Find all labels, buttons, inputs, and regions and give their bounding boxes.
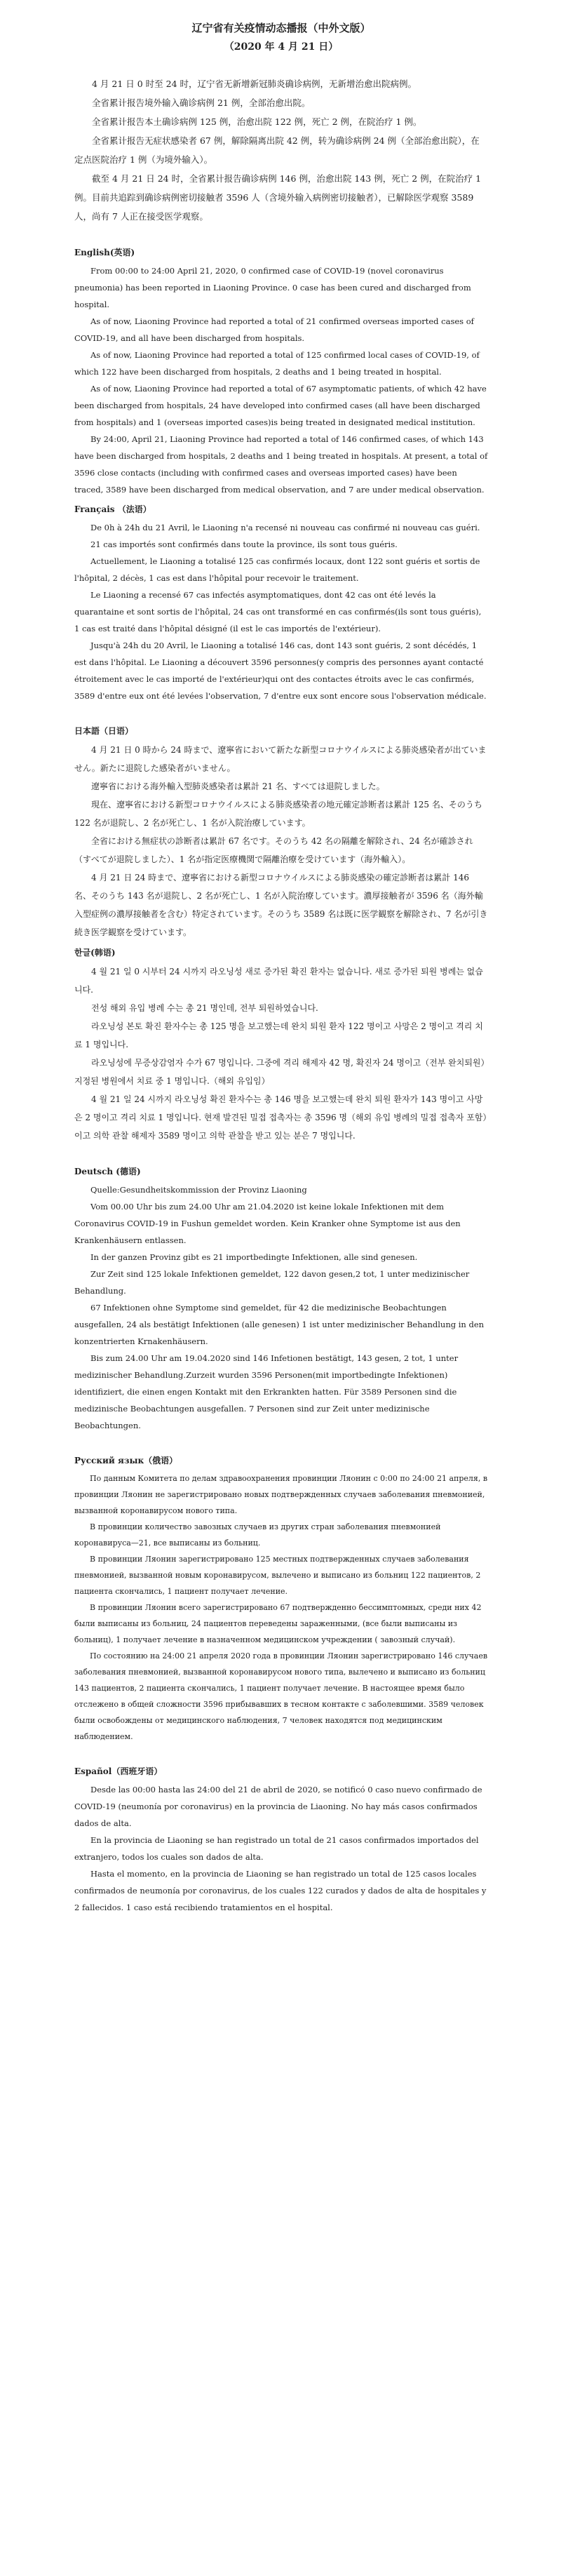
paragraph: From 00:00 to 24:00 April 21, 2020, 0 confirmed case of COVID-19 (novel coronavirus pneumonia) has been reported in Liaoning Province. 0 case has been cured and discharged from hospital. [74, 266, 471, 309]
paragraph: 全省累计报告无症状感染者 67 例，解除隔离出院 42 例，转为确诊病例 24 例（全部治愈出院），在定点医院治疗 1 例（为境外输入）。 [74, 135, 480, 165]
paragraph: По данным Комитета по делам здравоохранения провинции Ляонин с 0:00 по 24:00 21 апреля, в провинции Ляонин не зарегистрировано новых подтвержденных случаев заболевания пневмонией, вызванной коронавирусом нового типа. [74, 1474, 488, 1515]
paragraph: Desde las 00:00 hasta las 24:00 del 21 de abril de 2020, se notificó 0 caso nuevo confirmado de COVID-19 (neumonía por coronavirus) en la provincia de Liaoning. No hay más casos confirmados dados de alta. [74, 1785, 482, 1828]
paragraph: 4 月 21 日 24 時まで、遼寧省における新型コロナウイルスによる肺炎感染の確定診断者は累計 146 名、そのうち 143 名が退院し、2 名が死亡し、1 名が入院治療しています。濃厚接触者が 3596 名（海外輸入型症例の濃厚接触者を含む）特定されています。そのうち 3589 名は既に医学観察を解除され、7 名が引き続き医学観察を受けています。 [74, 873, 488, 937]
paragraph: По состоянию на 24:00 21 апреля 2020 года в провинции Ляонин зарегистрировано 146 случаев заболевания пневмонией, вызванной коронавирусом нового типа, вылечено и выписано из больниц 143 пациентов, 2 пациента скончались, 1 пациент получает лечение. В настоящее время было отслежено в общей сложности 3596 прибывавших в тесном контакте с заболевшими. 3589 человек были освобождены от медицинского наблюдения, 7 человек находятся под медицинским наблюдением. [74, 1651, 488, 1741]
paragraph: As of now, Liaoning Province had reported a total of 125 confirmed local cases of COVID-19, of which 122 have been discharged from hospitals, 2 deaths and 1 being treated in hospital. [74, 350, 480, 377]
paragraph: Jusqu'à 24h du 20 Avril, le Liaoning a totalisé 146 cas, dont 143 sont guéris, 2 sont décédés, 1 est dans l'hôpital. Le Liaoning a découvert 3596 personnes(y compris des personnes ayant contacté étroitement avec le cas importé de l'extérieur)qui ont des contactes étroits avec le cas confirmés, 3589 d'entre eux ont été levées l'observation, 7 d'entre eux sont encore sous l'observation médicale. [74, 640, 487, 701]
paragraph: В провинции Ляонин зарегистрировано 125 местных подтвержденных случаев заболевания пневмонией, вызванной новым коронавирусом, вылечено и выписано из больниц 122 пациентов, 2 пациента скончались, 1 пациент получает лечение. [74, 1555, 481, 1596]
paragraph: Bis zum 24.00 Uhr am 19.04.2020 sind 146 Infetionen bestätigt, 143 gesen, 2 tot, 1 unter medizinischer Behandlung.Zurzeit wurden 3596 Personen(mit importbedingte Infektionen) identifiziert, die einen engen Kontakt mit den Erkrankten hatten. Für 3589 Personen sind die medizinische Beobachtungen ausgefallen. 7 Personen sind zur Zeit unter medizinische Beobachtungen. [74, 1353, 459, 1430]
section-heading: 한글(韩语) [74, 948, 116, 958]
paragraph: Vom 00.00 Uhr bis zum 24.00 Uhr am 21.04.2020 ist keine lokale Infektionen mit dem Coronavirus COVID-19 in Fushun gemeldet worden. Kein Kranker ohne Symptome ist aus den Krankenhäusern entlassen. [74, 1202, 461, 1245]
document [74, 18, 488, 1916]
paragraph: 4 月 21 日 0 時から 24 時まで、遼寧省において新たな新型コロナウイルスによる肺炎感染者が出ていません。新たに退院した感染者がいません。 [74, 745, 487, 773]
page-date: （2020 年 4 月 21 日） [224, 41, 339, 53]
paragraph: 全省累计报告本土确诊病例 125 例，治愈出院 122 例，死亡 2 例，在院治疗 1 例。 [92, 116, 422, 127]
section-russian [74, 1452, 488, 1745]
section-chinese [74, 74, 488, 226]
section-japanese [74, 723, 488, 941]
paragraph: 截至 4 月 21 日 24 时，全省累计报告确诊病例 146 例，治愈出院 143 例，死亡 2 例，在院治疗 1 例。目前共追踪到确诊病例密切接触者 3596 人（含境外输入病例密切接触者），已解除医学观察 3589 人，尚有 7 人正在接受医学观察。 [74, 173, 482, 222]
paragraph: De 0h à 24h du 21 Avril, le Liaoning n'a recensé ni nouveau cas confirmé ni nouveau cas guéri. [90, 523, 480, 532]
page-title: 辽宁省有关疫情动态播报（中外文版） [191, 22, 371, 34]
paragraph: 라오닝성에 무증상감염자 수가 67 명입니다. 그중에 격리 해제자 42 명, 확진자 24 명이고（전부 완치퇴원）지정된 병원에서 치료 중 1 명입니다.（해외 유입임） [74, 1058, 485, 1086]
paragraph: As of now, Liaoning Province had reported a total of 21 confirmed overseas imported cases of COVID-19, and all have been discharged from hospitals. [74, 316, 474, 343]
paragraph: Quelle:Gesundheitskommission der Provinz Liaoning [90, 1185, 307, 1195]
paragraph: В провинции Ляонин всего зарегистрировано 67 подтвержденно бессимптомных, среди них 42 были выписаны из больниц, 24 пациентов переведены зараженными, (все были выписаны из больниц), 1 получает лечение в назначенном медицинском учреждении ( завозный случай). [74, 1603, 482, 1644]
section-german [74, 1163, 488, 1434]
paragraph: Zur Zeit sind 125 lokale Infektionen gemeldet, 122 davon gesen,2 tot, 1 unter medizinischer Behandlung. [74, 1269, 470, 1296]
section-french [74, 501, 488, 704]
paragraph: Actuellement, le Liaoning a totalisé 125 cas confirmés locaux, dont 122 sont guéris et sortis de l'hôpital, 2 décès, 1 cas est dans l'hôpital pour recevoir le traitement. [74, 556, 480, 583]
section-heading: Français （法语） [74, 504, 151, 514]
paragraph: 전성 해외 유입 병례 수는 총 21 명인데, 전부 퇴원하였습니다. [91, 1003, 318, 1013]
paragraph: In der ganzen Provinz gibt es 21 importbedingte Infektionen, alle sind genesen. [90, 1252, 418, 1262]
section-heading: 日本語（日语） [74, 726, 134, 736]
paragraph: Le Liaoning a recensé 67 cas infectés asymptomatiques, dont 42 cas ont été levés la quarantaine et sont sortis de l'hôpital, 24 cas ont transformé en cas confirmés(ils sont tous guéris), 1 cas est traité dans l'hôpital désigné (il est le cas importés de l'extérieur). [74, 590, 482, 633]
paragraph: 現在、遼寧省における新型コロナウイルスによる肺炎感染者の地元確定診断者は累計 125 名、そのうち 122 名が退院し、2 名が死亡し、1 名が入院治療しています。 [74, 800, 482, 828]
paragraph: Hasta el momento, en la provincia de Liaoning se han registrado un total de 125 casos locales confirmados de neumonía por coronavirus, de los cuales 122 curados y dados de alta de hospitales y 2 fallecidos. 1 caso está recibiendo tratamientos en el hospital. [74, 1869, 487, 1912]
section-english [74, 244, 488, 498]
paragraph: As of now, Liaoning Province had reported a total of 67 asymptomatic patients, of which 42 have been discharged from hospitals, 24 have developed into confirmed cases (all have been discharged from hospitals) and 1 (overseas imported cases)is being treated in designated medical institution. [74, 384, 487, 427]
paragraph: 4 월 21 일 0 시부터 24 시까지 라오닝성 새로 증가된 확진 환자는 없습니다. 새로 증가된 퇴원 병례는 없습니다. [74, 967, 483, 995]
section-spanish [74, 1763, 488, 1916]
section-heading: English(英语) [74, 248, 135, 257]
paragraph: 21 cas importés sont confirmés dans toute la province, ils sont tous guéris. [90, 539, 398, 549]
section-heading: Español（西班牙语） [74, 1766, 163, 1776]
section-korean [74, 944, 488, 1145]
paragraph: 全省における無症状の診断者は累計 67 名です。そのうち 42 名の隔離を解除され、24 名が確診され（すべてが退院しました）、1 名が指定医療機関で隔離治療を受けています（海外輸入）。 [74, 836, 473, 864]
paragraph: By 24:00, April 21, Liaoning Province had reported a total of 146 confirmed cases, of which 143 have been discharged from hospitals, 2 deaths and 1 being treated in hospitals. At present, a total of 3596 close contacts (including with confirmed cases and overseas imported cases) have been traced, 3589 have been discharged from medical observation, and 7 are under medical observation. [74, 434, 488, 495]
paragraph: В провинции количество завозных случаев из других стран заболевания пневмонией коронавируса—21, все выписаны из больниц. [74, 1522, 441, 1548]
section-heading: Русский язык（俄语） [74, 1456, 178, 1465]
paragraph: 全省累计报告境外输入确诊病例 21 例，全部治愈出院。 [92, 98, 311, 108]
paragraph: 4 月 21 日 0 时至 24 时，辽宁省无新增新冠肺炎确诊病例，无新增治愈出院病例。 [92, 79, 417, 89]
paragraph: 67 Infektionen ohne Symptome sind gemeldet, für 42 die medizinische Beobachtungen ausgefallen, 24 als bestätigt Infektionen (alle genesen) 1 ist unter medizinischer Behandlung in den konzentrierten Krnakenhäusern. [74, 1303, 485, 1346]
section-heading: Deutsch (德语) [74, 1167, 141, 1176]
paragraph: En la provincia de Liaoning se han registrado un total de 21 casos confirmados importados del extranjero, todos los cuales son dados de alta. [74, 1835, 479, 1862]
paragraph: 라오닝성 본토 확진 환자수는 총 125 명을 보고했는데 완치 퇴원 환자 122 명이고 사망은 2 명이고 격리 치료 1 명입니다. [74, 1021, 483, 1049]
paragraph: 遼寧省における海外輸入型肺炎感染者は累計 21 名、すべては退院しました。 [91, 781, 385, 791]
paragraph: 4 월 21 일 24 시까지 라오닝성 확진 환자수는 총 146 명을 보고했는데 완치 퇴원 환자가 143 명이고 사망은 2 명이고 격리 치료 1 명입니다. 현재 발견된 밀접 접촉자는 총 3596 명（해외 유입 병례의 밀접 접촉자 포함）이고 의학 관찰 해제자 3589 명이고 의학 관찰을 받고 있는 분은 7 명입니다. [74, 1094, 487, 1141]
